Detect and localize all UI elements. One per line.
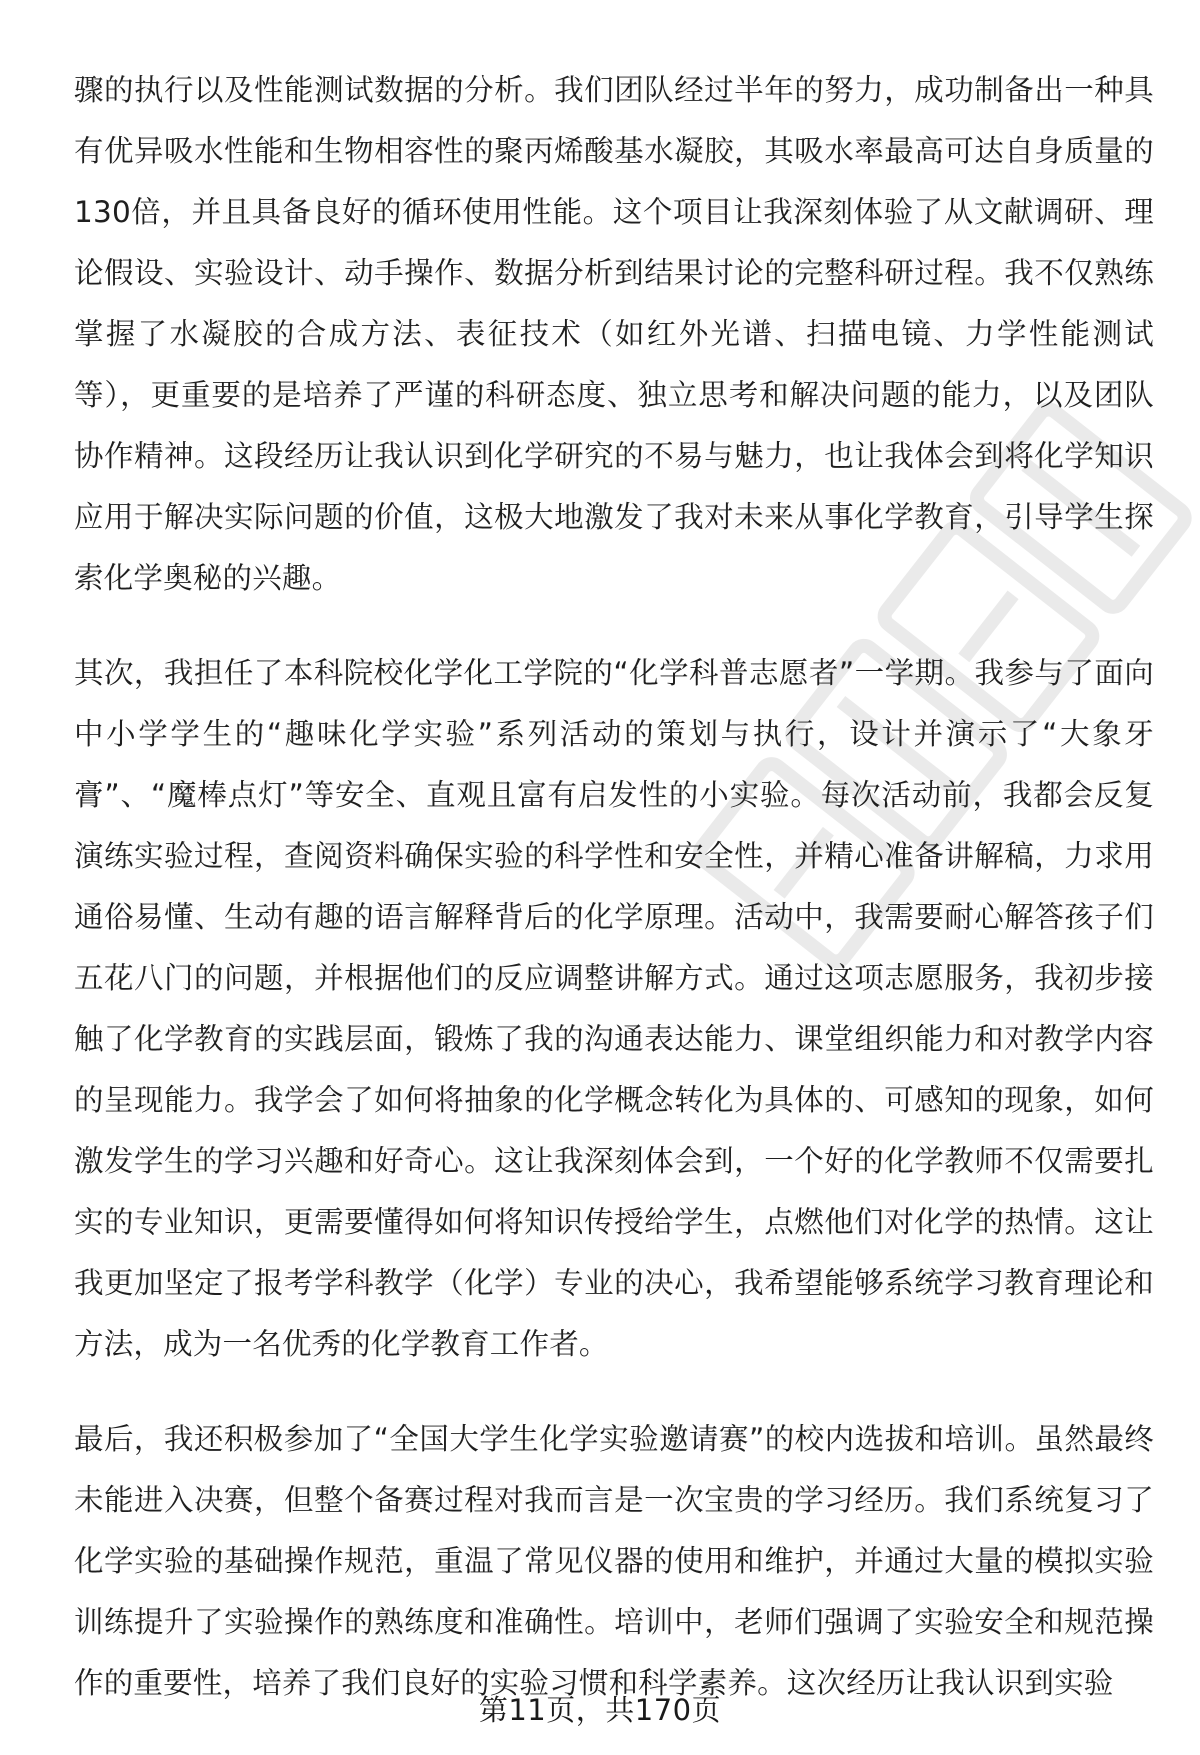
document-body: [74, 60, 1154, 1748]
paragraph: 其次，我担任了本科院校化学化工学院的“化学科普志愿者”一学期。我参与了面向中小学学生的“趣味化学实验”系列活动的策划与执行，设计并演示了“大象牙膏”、“魔棒点灯”等安全、直观且富有启发性的小实验。每次活动前，我都会反复演练实验过程，查阅资料确保实验的科学性和安全性，并精心准备讲解稿，力求用通俗易懂、生动有趣的语言解释背后的化学原理。活动中，我需要耐心解答孩子们五花八门的问题，并根据他们的反应调整讲解方式。通过这项志愿服务，我初步接触了化学教育的实践层面，锻炼了我的沟通表达能力、课堂组织能力和对教学内容的呈现能力。我学会了如何将抽象的化学概念转化为具体的、可感知的现象，如何激发学生的学习兴趣和好奇心。这让我深刻体会到，一个好的化学教师不仅需要扎实的专业知识，更需要懂得如何将知识传授给学生，点燃他们对化学的热情。这让我更加坚定了报考学科教学（化学）专业的决心，我希望能够系统学习教育理论和方法，成为一名优秀的化学教育工作者。: [74, 656, 1154, 1361]
paragraph: 骤的执行以及性能测试数据的分析。我们团队经过半年的努力，成功制备出一种具有优异吸水性能和生物相容性的聚丙烯酸基水凝胶，其吸水率最高可达自身质量的130倍，并且具备良好的循环使用性能。这个项目让我深刻体验了从文献调研、理论假设、实验设计、动手操作、数据分析到结果讨论的完整科研过程。我不仅熟练掌握了水凝胶的合成方法、表征技术（如红外光谱、扫描电镜、力学性能测试等），更重要的是培养了严谨的科研态度、独立思考和解决问题的能力，以及团队协作精神。这段经历让我认识到化学研究的不易与魅力，也让我体会到将化学知识应用于解决实际问题的价值，这极大地激发了我对未来从事化学教育，引导学生探索化学奥秘的兴趣。: [74, 73, 1154, 595]
page-number-footer: 第11页，共170页: [478, 1693, 722, 1727]
paragraph: 最后，我还积极参加了“全国大学生化学实验邀请赛”的校内选拔和培训。虽然最终未能进入决赛，但整个备赛过程对我而言是一次宝贵的学习经历。我们系统复习了化学实验的基础操作规范，重温了常见仪器的使用和维护，并通过大量的模拟实验训练提升了实验操作的熟练度和准确性。培训中，老师们强调了实验安全和规范操作的重要性，培养了我们良好的实验习惯和科学素养。这次经历让我认识到实验: [74, 1422, 1154, 1700]
